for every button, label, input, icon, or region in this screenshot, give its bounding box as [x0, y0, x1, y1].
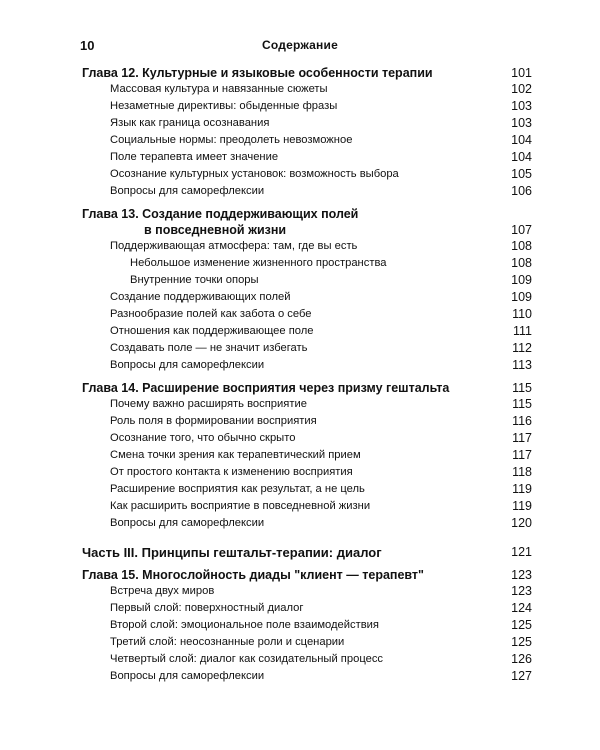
toc-section-entry	[82, 515, 532, 532]
toc-section-entry	[82, 115, 532, 132]
toc-section-title: Осознание того, что обычно скрыто	[110, 432, 296, 444]
toc-chapter-title: в повседневной жизни	[144, 223, 287, 237]
toc-page-number: 117	[512, 448, 532, 462]
toc-section-title: От простого контакта к изменению восприятия	[110, 466, 353, 478]
toc-section-title: Вопросы для саморефлексии	[110, 670, 265, 682]
toc-section-title: Поле терапевта имеет значение	[110, 151, 279, 163]
toc-section-title: Смена точки зрения как терапевтический прием	[110, 449, 361, 461]
toc-section-entry	[82, 464, 532, 481]
toc-page-number: 110	[512, 307, 532, 321]
toc-section-title: Социальные нормы: преодолеть невозможное	[110, 134, 353, 146]
toc-section-entry	[82, 600, 532, 617]
toc-page-number: 102	[511, 82, 532, 96]
toc-page-number: 107	[511, 223, 532, 237]
toc-chapter-title: Глава 14. Расширение восприятия через призму гештальта	[82, 381, 450, 395]
toc-section-title: Роль поля в формировании восприятия	[110, 415, 317, 427]
toc-section-entry	[82, 183, 532, 200]
toc-section-entry	[82, 481, 532, 498]
toc-chapter-title: Глава 15. Многослойность диады "клиент — терапевт"	[82, 568, 424, 582]
toc-section-entry	[82, 149, 532, 166]
toc-page-number: 104	[511, 150, 532, 164]
toc-section-title: Как расширить восприятие в повседневной жизни	[110, 500, 371, 512]
toc-page-number: 126	[511, 652, 532, 666]
toc-section-title: Незаметные директивы: обыденные фразы	[110, 100, 338, 112]
toc-page-number: 118	[512, 465, 532, 479]
toc-page-number: 104	[511, 133, 532, 147]
toc-page-number: 127	[511, 669, 532, 683]
toc-page-number: 120	[511, 516, 532, 530]
toc-section-entry	[82, 272, 532, 289]
toc-section-entry	[82, 289, 532, 306]
toc-page-number: 115	[512, 381, 532, 395]
toc-section-entry	[82, 166, 532, 183]
toc-page-number: 112	[512, 341, 532, 355]
toc-section-entry	[82, 668, 532, 685]
toc-section-entry	[82, 340, 532, 357]
toc-part-entry	[82, 544, 532, 561]
toc-chapter-entry	[82, 65, 532, 81]
toc-section-entry	[82, 498, 532, 515]
toc-section-entry	[82, 413, 532, 430]
toc-section-entry	[82, 81, 532, 98]
toc-page-number: 125	[511, 635, 532, 649]
toc-page-number: 125	[511, 618, 532, 632]
toc-section-title: Встреча двух миров	[110, 585, 215, 597]
toc-section-title: Вопросы для саморефлексии	[110, 185, 265, 197]
toc-page-number: 103	[511, 116, 532, 130]
toc-section-title: Первый слой: поверхностный диалог	[110, 602, 304, 614]
toc-section-title: Почему важно расширять восприятие	[110, 398, 307, 410]
toc-section-title: Осознание культурных установок: возможность выбора	[110, 168, 399, 180]
toc-page-number: 117	[512, 431, 532, 445]
toc-page-number: 106	[511, 184, 532, 198]
toc-section-title: Второй слой: эмоциональное поле взаимодействия	[110, 619, 379, 631]
toc-section-title: Вопросы для саморефлексии	[110, 359, 265, 371]
toc-section-entry	[82, 98, 532, 115]
toc-page-number: 119	[512, 499, 532, 513]
toc-section-title: Вопросы для саморефлексии	[110, 517, 265, 529]
toc-page-number: 108	[511, 256, 532, 270]
toc-page-number: 111	[512, 324, 532, 338]
toc-section-title: Расширение восприятия как результат, а не цель	[110, 483, 365, 495]
running-title: Содержание	[262, 38, 338, 52]
page-number: 10	[80, 38, 95, 53]
toc-section-entry	[82, 583, 532, 600]
toc-chapter-entry	[82, 206, 532, 238]
toc-section-entry	[82, 306, 532, 323]
toc-page-number: 113	[512, 358, 532, 372]
toc-section-entry	[82, 651, 532, 668]
toc-section-entry	[82, 323, 532, 340]
toc-page-number: 115	[512, 397, 532, 411]
toc-section-title: Небольшое изменение жизненного пространства	[130, 257, 387, 269]
toc-section-title: Четвертый слой: диалог как созидательный процесс	[110, 653, 384, 665]
toc-page-number: 119	[512, 482, 532, 496]
toc-page-number: 105	[511, 167, 532, 181]
toc-section-title: Язык как граница осознавания	[110, 117, 270, 129]
toc-page-number: 123	[511, 568, 532, 582]
toc-section-entry	[82, 132, 532, 149]
toc-chapter-title: Глава 12. Культурные и языковые особенности терапии	[82, 66, 433, 80]
toc-page-number: 116	[512, 414, 532, 428]
toc-page-number: 108	[511, 239, 532, 253]
toc-page-number: 124	[511, 601, 532, 615]
toc-section-title: Отношения как поддерживающее поле	[110, 325, 314, 337]
toc-section-entry	[82, 617, 532, 634]
toc-part-title: Часть III. Принципы гештальт-терапии: диалог	[82, 545, 382, 560]
toc-section-title: Третий слой: неосознанные роли и сценарии	[110, 636, 345, 648]
toc-chapter-entry	[82, 380, 532, 396]
toc-section-title: Поддерживающая атмосфера: там, где вы есть	[110, 240, 358, 252]
toc-chapter-entry	[82, 567, 532, 583]
toc-section-title: Массовая культура и навязанные сюжеты	[110, 83, 328, 95]
toc-section-title: Создавать поле — не значит избегать	[110, 342, 308, 354]
toc-page-number: 109	[511, 273, 532, 287]
toc-section-entry	[82, 396, 532, 413]
toc-section-title: Создание поддерживающих полей	[110, 291, 291, 303]
toc-page-number: 123	[511, 584, 532, 598]
toc-chapter-title: Глава 13. Создание поддерживающих полей	[82, 207, 359, 221]
toc-section-title: Внутренние точки опоры	[130, 274, 259, 286]
page-header	[0, 0, 600, 53]
toc-section-entry	[82, 357, 532, 374]
toc-section-entry	[82, 430, 532, 447]
toc-page-number: 101	[511, 66, 532, 80]
toc-page-number: 121	[511, 545, 532, 559]
toc-section-entry	[82, 238, 532, 255]
toc-page-number: 109	[511, 290, 532, 304]
toc-section-entry	[82, 447, 532, 464]
toc-section-entry	[82, 634, 532, 651]
toc-section-entry	[82, 255, 532, 272]
table-of-contents	[82, 65, 532, 685]
toc-section-title: Разнообразие полей как забота о себе	[110, 308, 312, 320]
toc-page-number: 103	[511, 99, 532, 113]
